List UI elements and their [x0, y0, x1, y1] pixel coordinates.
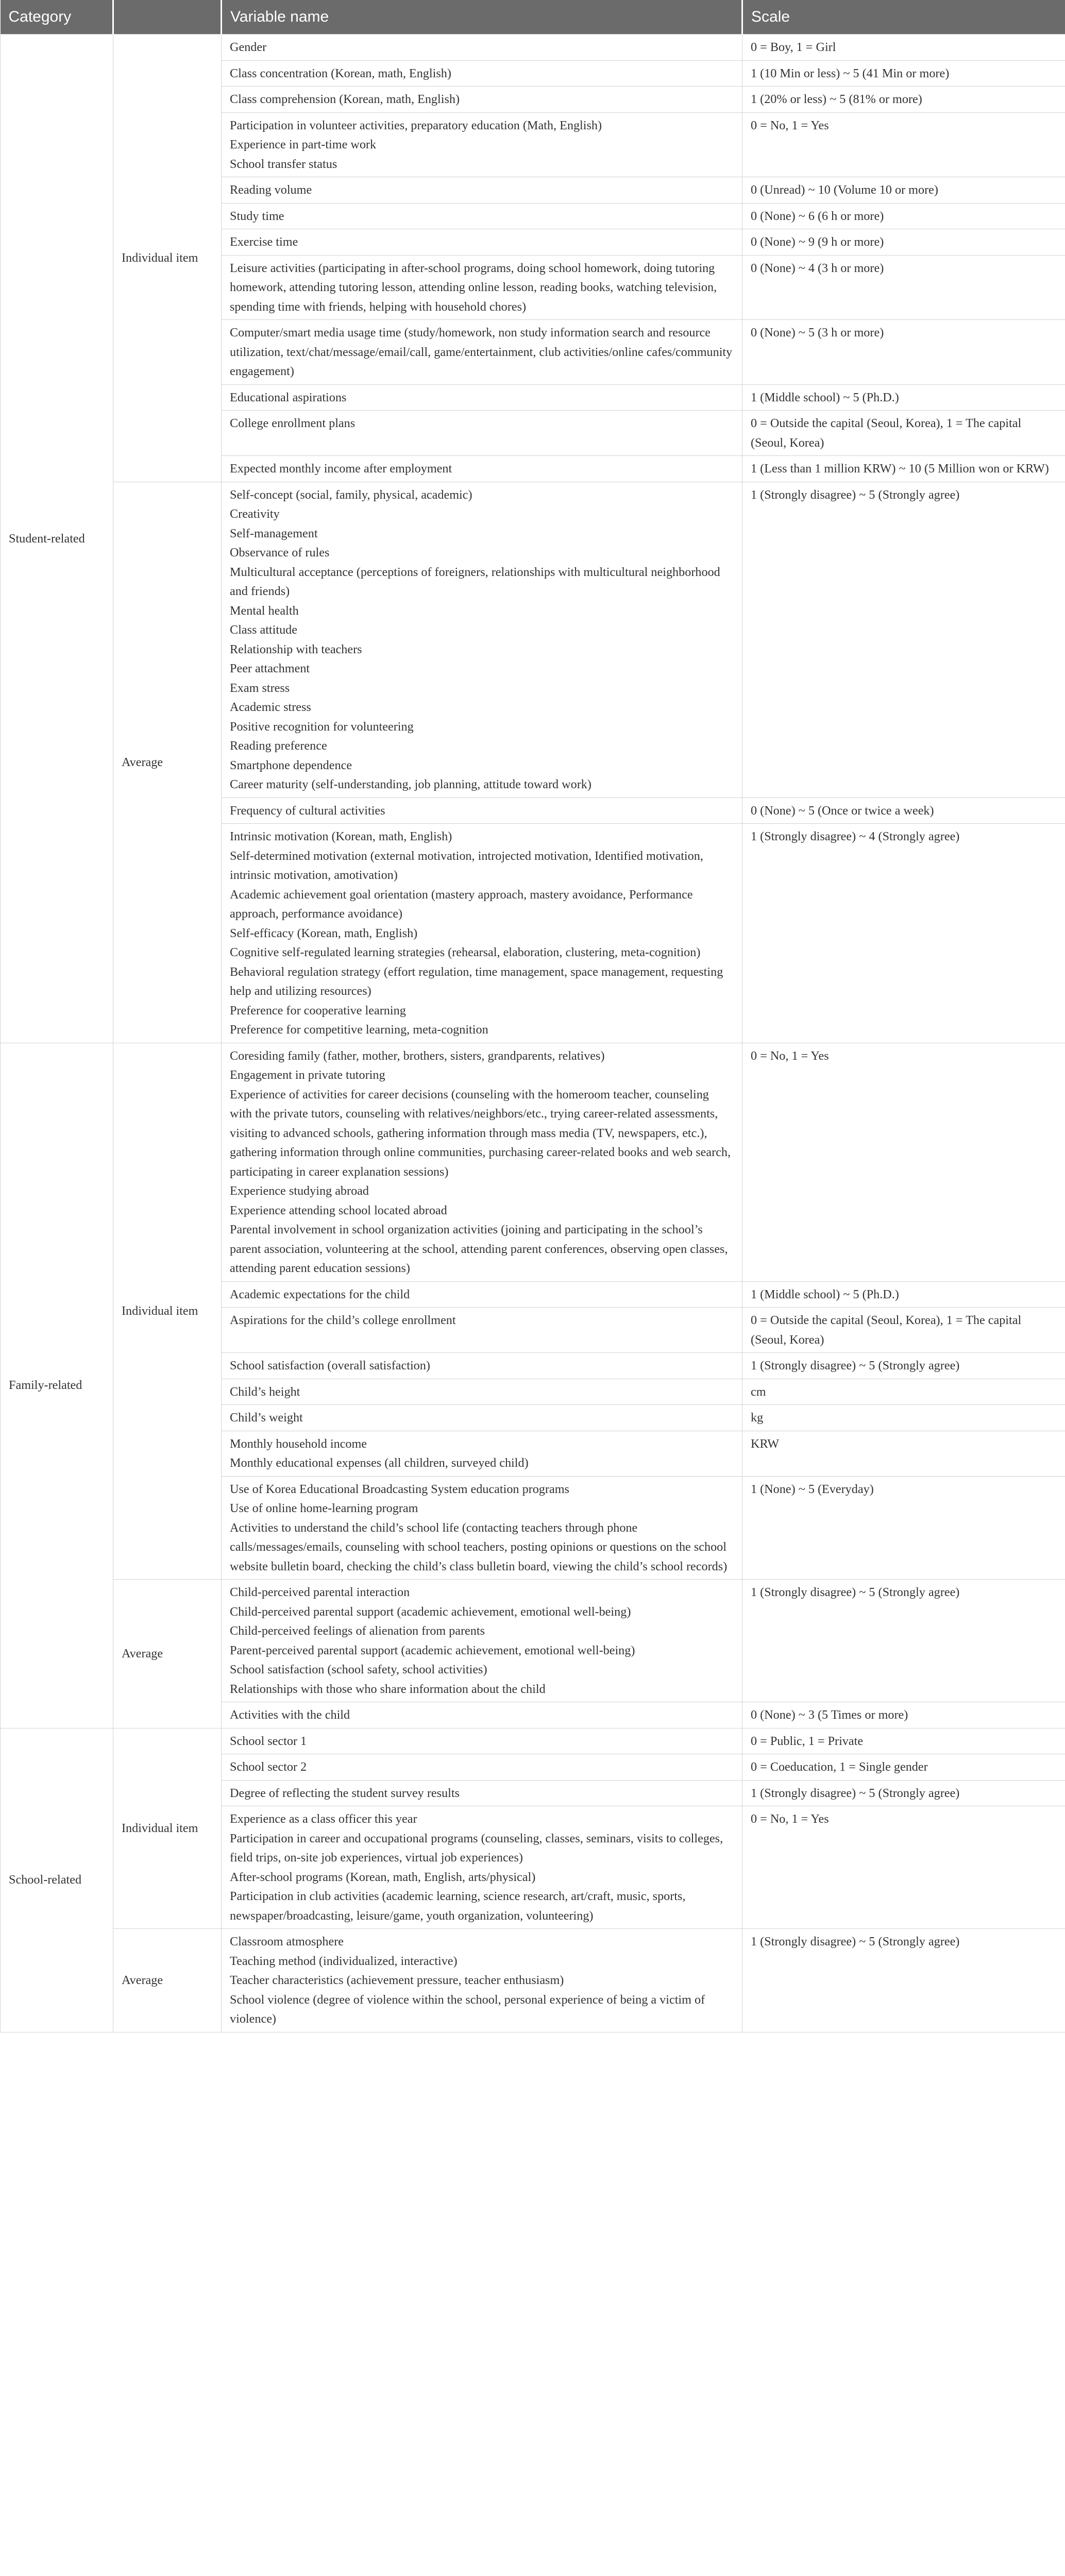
- variable-cell: [222, 1379, 742, 1405]
- scale-cell: 0 (None) ~ 5 (Once or twice a week): [742, 798, 1065, 824]
- variable-cell: [222, 177, 742, 204]
- subgroup-cell: Individual item: [113, 35, 222, 482]
- variable-cell: [222, 1308, 742, 1353]
- variable-name: Career maturity (self-understanding, job planning, attitude toward work): [230, 777, 591, 791]
- variable-name: Activities to understand the child’s school life (contacting teachers through phone calls/messages/emails, counseling with school teachers, posting opinions or questions on the school website bulletin board, checking the child’s class bulletin board, viewing the child’s school records): [230, 1520, 728, 1573]
- subgroup-cell: Average: [113, 1580, 222, 1728]
- scale-cell: 1 (Middle school) ~ 5 (Ph.D.): [742, 384, 1065, 411]
- variable-name: Experience as a class officer this year: [230, 1812, 417, 1826]
- variable-name: Reading preference: [230, 739, 327, 753]
- variable-cell: [222, 411, 742, 456]
- variable-name: Child-perceived parental interaction: [230, 1585, 410, 1599]
- variable-name: After-school programs (Korean, math, English, arts/physical): [230, 1870, 536, 1884]
- header-row: [1, 0, 1065, 35]
- variable-name: Participation in volunteer activities, preparatory education (Math, English): [230, 118, 602, 132]
- variable-cell: [222, 112, 742, 177]
- scale-cell: 1 (None) ~ 5 (Everyday): [742, 1476, 1065, 1580]
- variable-name: Experience in part-time work: [230, 138, 377, 151]
- variable-name: Preference for cooperative learning: [230, 1003, 406, 1018]
- variable-name: Expected monthly income after employment: [230, 462, 452, 476]
- variable-cell: [222, 203, 742, 229]
- scale-cell: 0 (None) ~ 4 (3 h or more): [742, 255, 1065, 320]
- variable-cell: [222, 255, 742, 320]
- variable-cell: [222, 1806, 742, 1929]
- table-row: [1, 1728, 1065, 1754]
- variable-name: Child-perceived feelings of alienation from parents: [230, 1624, 485, 1638]
- variable-name: School sector 2: [230, 1760, 307, 1774]
- scale-cell: 1 (Strongly disagree) ~ 5 (Strongly agree): [742, 1580, 1065, 1702]
- scale-cell: 0 = No, 1 = Yes: [742, 112, 1065, 177]
- variable-cell: [222, 482, 742, 798]
- variable-name: Class comprehension (Korean, math, English): [230, 92, 460, 106]
- variable-name: Relationship with teachers: [230, 642, 362, 656]
- scale-cell: 0 (None) ~ 6 (6 h or more): [742, 203, 1065, 229]
- table-row: [1, 1929, 1065, 2032]
- variable-name: Study time: [230, 209, 284, 223]
- subgroup-cell: Individual item: [113, 1728, 222, 1929]
- variable-name: School violence (degree of violence within the school, personal experience of being a victim of violence): [230, 1992, 705, 2026]
- variable-cell: [222, 35, 742, 61]
- scale-cell: 1 (Strongly disagree) ~ 5 (Strongly agree): [742, 1353, 1065, 1379]
- variable-name: Academic achievement goal orientation (mastery approach, mastery avoidance, Performance approach, performance avoidance): [230, 887, 693, 921]
- category-cell: Family-related: [1, 1043, 113, 1728]
- table-row: [1, 35, 1065, 61]
- variable-name: Frequency of cultural activities: [230, 803, 385, 818]
- variable-cell: [222, 1476, 742, 1580]
- table-row: [1, 1043, 1065, 1281]
- variable-name: School sector 1: [230, 1734, 307, 1748]
- variable-name: Child-perceived parental support (academic achievement, emotional well-being): [230, 1604, 631, 1619]
- variable-name: Educational aspirations: [230, 390, 347, 404]
- variable-name: Smartphone dependence: [230, 758, 352, 772]
- variable-name: Coresiding family (father, mother, brothers, sisters, grandparents, relatives): [230, 1048, 605, 1063]
- variable-name: Exercise time: [230, 235, 298, 249]
- scale-cell: 1 (20% or less) ~ 5 (81% or more): [742, 87, 1065, 113]
- variable-name: Experience of activities for career decisions (counseling with the homeroom teacher, counseling with the private tutors, counseling with relatives/neighbors/etc., trying career-related assessments, visiting to advanced schools, gathering information through mass media (TV, newspapers, etc.), gathering information through online communities, purchasing career-related books and web search, participating in career explanation sessions): [230, 1087, 731, 1179]
- variable-name: Experience attending school located abroad: [230, 1203, 447, 1217]
- variable-cell: [222, 1728, 742, 1754]
- variable-name: Gender: [230, 40, 267, 54]
- variable-name: Preference for competitive learning, meta-cognition: [230, 1023, 488, 1037]
- variable-name: Computer/smart media usage time (study/homework, non study information search and resource utilization, text/chat/message/email/call, game/entertainment, club activities/online cafes/community engagement): [230, 326, 733, 378]
- scale-cell: 1 (10 Min or less) ~ 5 (41 Min or more): [742, 60, 1065, 87]
- scale-cell: 0 (None) ~ 3 (5 Times or more): [742, 1702, 1065, 1728]
- variable-name: Multicultural acceptance (perceptions of foreigners, relationships with multicultural neighborhood and friends): [230, 565, 720, 598]
- scale-cell: cm: [742, 1379, 1065, 1405]
- scale-cell: 0 = Coeducation, 1 = Single gender: [742, 1754, 1065, 1781]
- variable-name: Positive recognition for volunteering: [230, 719, 414, 734]
- scale-cell: 0 = Boy, 1 = Girl: [742, 35, 1065, 61]
- category-cell: School-related: [1, 1728, 113, 2032]
- scale-cell: 0 = Public, 1 = Private: [742, 1728, 1065, 1754]
- variable-name: School transfer status: [230, 157, 337, 171]
- scale-cell: 1 (Middle school) ~ 5 (Ph.D.): [742, 1281, 1065, 1308]
- variable-name: Parent-perceived parental support (academic achievement, emotional well-being): [230, 1643, 635, 1657]
- variable-name: Monthly household income: [230, 1436, 367, 1451]
- variable-name: Class attitude: [230, 623, 297, 637]
- scale-cell: 0 = Outside the capital (Seoul, Korea), 1 = The capital (Seoul, Korea): [742, 1308, 1065, 1353]
- variable-name: Participation in club activities (academic learning, science research, art/craft, music, sports, newspaper/broadcasting, leisure/game, youth organization, volunteering): [230, 1889, 686, 1923]
- header-subgroup: [113, 0, 222, 35]
- variable-name: Experience studying abroad: [230, 1184, 369, 1198]
- variable-cell: [222, 1929, 742, 2032]
- variable-name: Behavioral regulation strategy (effort regulation, time management, space management, requesting help and utilizing resources): [230, 964, 723, 998]
- variable-cell: [222, 1431, 742, 1476]
- variable-cell: [222, 1780, 742, 1806]
- subgroup-cell: Average: [113, 1929, 222, 2032]
- variable-cell: [222, 384, 742, 411]
- variable-name: School satisfaction (overall satisfaction): [230, 1359, 430, 1372]
- variable-name: Reading volume: [230, 183, 312, 197]
- variable-cell: [222, 1580, 742, 1702]
- subgroup-cell: Individual item: [113, 1043, 222, 1580]
- header-category: Category: [1, 0, 113, 35]
- variable-name: Participation in career and occupational programs (counseling, classes, seminars, visits to colleges, field trips, on-site job experiences, virtual job experiences): [230, 1831, 723, 1865]
- variable-name: Self-determined motivation (external motivation, introjected motivation, Identified motivation, intrinsic motivation, amotivation): [230, 849, 703, 882]
- table-row: [1, 1580, 1065, 1702]
- variable-name: Monthly educational expenses (all children, surveyed child): [230, 1456, 529, 1470]
- variable-cell: [222, 1281, 742, 1308]
- variable-name: Self-efficacy (Korean, math, English): [230, 926, 418, 940]
- variable-name: Child’s height: [230, 1384, 300, 1399]
- variable-name: Child’s weight: [230, 1411, 303, 1425]
- variable-cell: [222, 229, 742, 256]
- variable-cell: [222, 824, 742, 1043]
- table-body: [1, 35, 1065, 2032]
- variable-name: Aspirations for the child’s college enrollment: [230, 1313, 456, 1327]
- variable-name: Creativity: [230, 507, 280, 521]
- variable-name: Academic expectations for the child: [230, 1287, 410, 1301]
- variable-name: Activities with the child: [230, 1708, 350, 1722]
- category-cell: Student-related: [1, 35, 113, 1043]
- scale-cell: 1 (Strongly disagree) ~ 5 (Strongly agree): [742, 1929, 1065, 2032]
- variable-name: Classroom atmosphere: [230, 1935, 344, 1948]
- scale-cell: 1 (Less than 1 million KRW) ~ 10 (5 Million won or KRW): [742, 456, 1065, 482]
- variable-cell: [222, 320, 742, 385]
- subgroup-cell: Average: [113, 482, 222, 1043]
- variable-name: Class concentration (Korean, math, English): [230, 66, 451, 80]
- variable-name: Teaching method (individualized, interactive): [230, 1954, 458, 1968]
- variable-name: Academic stress: [230, 700, 311, 714]
- variable-cell: [222, 1405, 742, 1431]
- variable-name: Self-concept (social, family, physical, academic): [230, 487, 472, 502]
- variable-cell: [222, 1043, 742, 1281]
- variable-cell: [222, 1754, 742, 1781]
- scale-cell: 1 (Strongly disagree) ~ 5 (Strongly agree): [742, 1780, 1065, 1806]
- variable-name: Degree of reflecting the student survey results: [230, 1786, 460, 1800]
- variable-name: Peer attachment: [230, 662, 310, 675]
- variable-name: Mental health: [230, 603, 299, 618]
- variable-name: Self-management: [230, 526, 318, 540]
- scale-cell: 0 = No, 1 = Yes: [742, 1806, 1065, 1929]
- variable-cell: [222, 87, 742, 113]
- variable-cell: [222, 1702, 742, 1728]
- variable-name: Intrinsic motivation (Korean, math, English): [230, 829, 452, 843]
- variable-name: School satisfaction (school safety, school activities): [230, 1663, 487, 1676]
- variable-cell: [222, 456, 742, 482]
- variable-name: Use of Korea Educational Broadcasting System education programs: [230, 1482, 569, 1496]
- variable-name: Use of online home-learning program: [230, 1501, 418, 1515]
- variable-name: Leisure activities (participating in after-school programs, doing school homework, doing tutoring homework, attending tutoring lesson, attending online lesson, reading books, watching television, spending time with friends, helping with household chores): [230, 261, 717, 314]
- variable-name: Engagement in private tutoring: [230, 1068, 385, 1082]
- scale-cell: 0 (None) ~ 5 (3 h or more): [742, 320, 1065, 385]
- scale-cell: 1 (Strongly disagree) ~ 4 (Strongly agree): [742, 824, 1065, 1043]
- scale-cell: KRW: [742, 1431, 1065, 1476]
- table-row: [1, 482, 1065, 798]
- scale-cell: 0 (None) ~ 9 (9 h or more): [742, 229, 1065, 256]
- variable-cell: [222, 1353, 742, 1379]
- header-variable: Variable name: [222, 0, 742, 35]
- scale-cell: 1 (Strongly disagree) ~ 5 (Strongly agree): [742, 482, 1065, 798]
- variable-name: Teacher characteristics (achievement pressure, teacher enthusiasm): [230, 1973, 564, 1987]
- header-scale: Scale: [742, 0, 1065, 35]
- scale-cell: 0 = Outside the capital (Seoul, Korea), 1 = The capital (Seoul, Korea): [742, 411, 1065, 456]
- variable-name: Relationships with those who share information about the child: [230, 1682, 546, 1696]
- variable-cell: [222, 798, 742, 824]
- scale-cell: 0 = No, 1 = Yes: [742, 1043, 1065, 1281]
- variable-name: Exam stress: [230, 681, 290, 695]
- variable-name: Observance of rules: [230, 546, 330, 560]
- scale-cell: kg: [742, 1405, 1065, 1431]
- variable-cell: [222, 60, 742, 87]
- variable-name: College enrollment plans: [230, 416, 356, 430]
- variable-name: Parental involvement in school organization activities (joining and participating in the school’s parent association, volunteering at the school, attending parent conferences, observing open classes, attending parent education sessions): [230, 1223, 728, 1275]
- scale-cell: 0 (Unread) ~ 10 (Volume 10 or more): [742, 177, 1065, 204]
- variable-name: Cognitive self-regulated learning strategies (rehearsal, elaboration, clustering, meta-cognition): [230, 945, 701, 959]
